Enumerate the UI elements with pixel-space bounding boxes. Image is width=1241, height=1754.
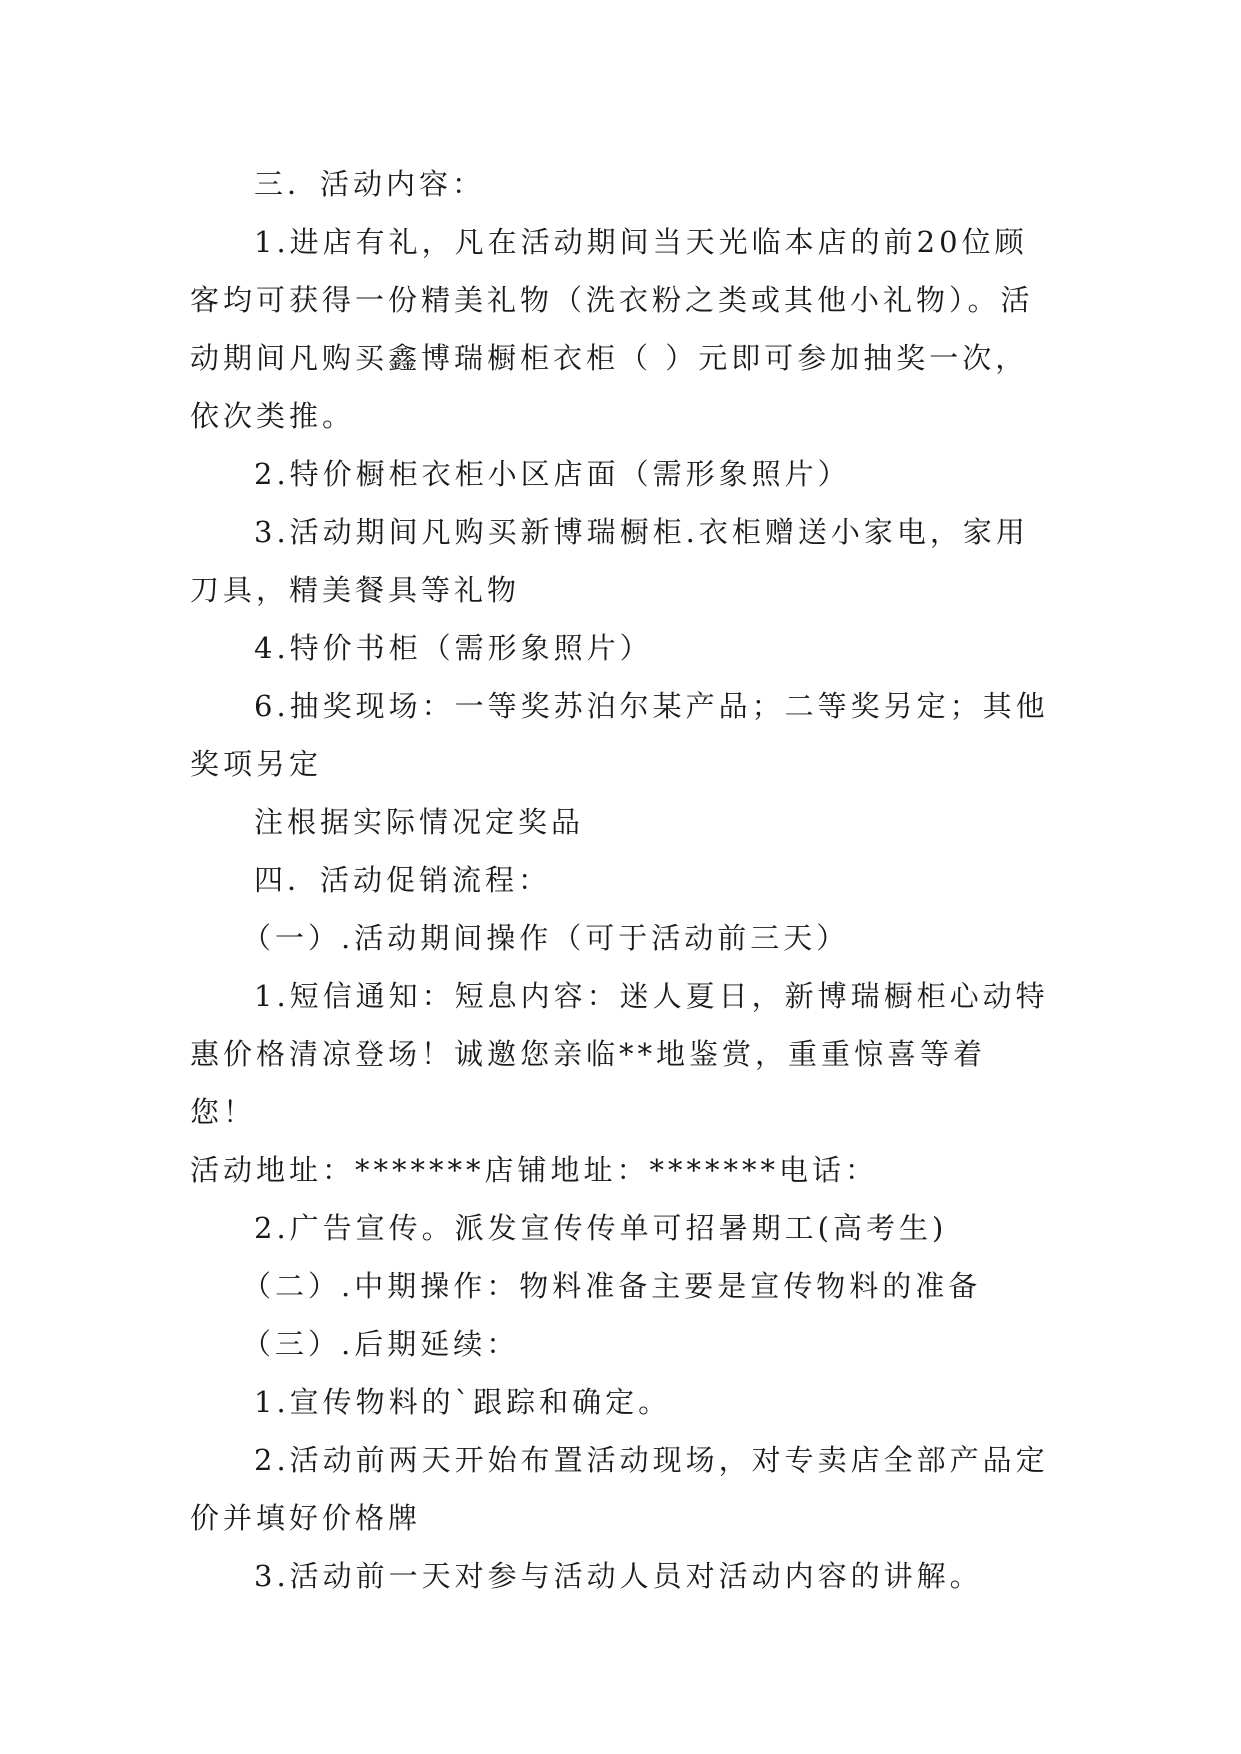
text-line: （二）.中期操作：物料准备主要是宣传物料的准备 — [242, 1269, 982, 1303]
paragraph-note — [190, 793, 1050, 851]
subheading-phase-1 — [190, 909, 1050, 967]
paragraph-item-2 — [190, 445, 1050, 503]
text-line: 惠价格清凉登场！诚邀您亲临**地鉴赏，重重惊喜等着您！ — [190, 1037, 987, 1129]
text-line: 刀具，精美餐具等礼物 — [190, 573, 521, 607]
text-line: （一）.活动期间操作（可于活动前三天） — [242, 921, 850, 955]
paragraph-followup-2 — [190, 1431, 1050, 1547]
paragraph-followup-1 — [190, 1373, 1050, 1431]
text-line: 6.抽奖现场：一等奖苏泊尔某产品；二等奖另定；其他 — [254, 689, 1049, 723]
text-line: 动期间凡购买鑫博瑞橱柜衣柜（ ）元即可参加抽奖一次， — [190, 341, 1029, 375]
paragraph-advertising — [190, 1199, 1050, 1257]
text-line: 1.短信通知：短息内容：迷人夏日，新博瑞橱柜心动特 — [254, 979, 1049, 1013]
text-line: 客均可获得一份精美礼物（洗衣粉之类或其他小礼物）。活 — [190, 283, 1034, 317]
paragraph-item-1 — [190, 213, 1050, 445]
subheading-phase-2 — [190, 1257, 1050, 1315]
text-line: 依次类推。 — [190, 399, 356, 433]
paragraph-item-6 — [190, 677, 1050, 793]
text-line: 四．活动促销流程： — [254, 863, 552, 897]
text-line: 3.活动期间凡购买新博瑞橱柜.衣柜赠送小家电，家用 — [254, 515, 1029, 549]
text-line: （三）.后期延续： — [242, 1327, 520, 1361]
section-heading-promotion-process — [190, 851, 1050, 909]
subheading-phase-3 — [190, 1315, 1050, 1373]
text-line: 活动地址：*******店铺地址：*******电话： — [190, 1153, 879, 1187]
paragraph-item-4 — [190, 619, 1050, 677]
document-body — [190, 155, 1050, 1605]
text-line: 1.宣传物料的`跟踪和确定。 — [254, 1385, 672, 1419]
section-heading-activity-content — [190, 155, 1050, 213]
text-line: 奖项另定 — [190, 747, 323, 781]
text-line: 注根据实际情况定奖品 — [254, 805, 585, 839]
text-line: 3.活动前一天对参与活动人员对活动内容的讲解。 — [254, 1559, 983, 1593]
text-line: 价并填好价格牌 — [190, 1501, 422, 1535]
text-line: 2.特价橱柜衣柜小区店面（需形象照片） — [254, 457, 851, 491]
text-line: 1.进店有礼，凡在活动期间当天光临本店的前20位顾 — [254, 225, 1028, 259]
text-line: 4.特价书柜（需形象照片） — [254, 631, 653, 665]
text-line: 三．活动内容： — [254, 167, 486, 201]
paragraph-item-3 — [190, 503, 1050, 619]
text-line: 2.活动前两天开始布置活动现场，对专卖店全部产品定 — [254, 1443, 1049, 1477]
text-line: 2.广告宣传。派发宣传传单可招暑期工(高考生) — [254, 1211, 948, 1245]
paragraph-followup-3 — [190, 1547, 1050, 1605]
paragraph-sms-notice — [190, 967, 1050, 1199]
